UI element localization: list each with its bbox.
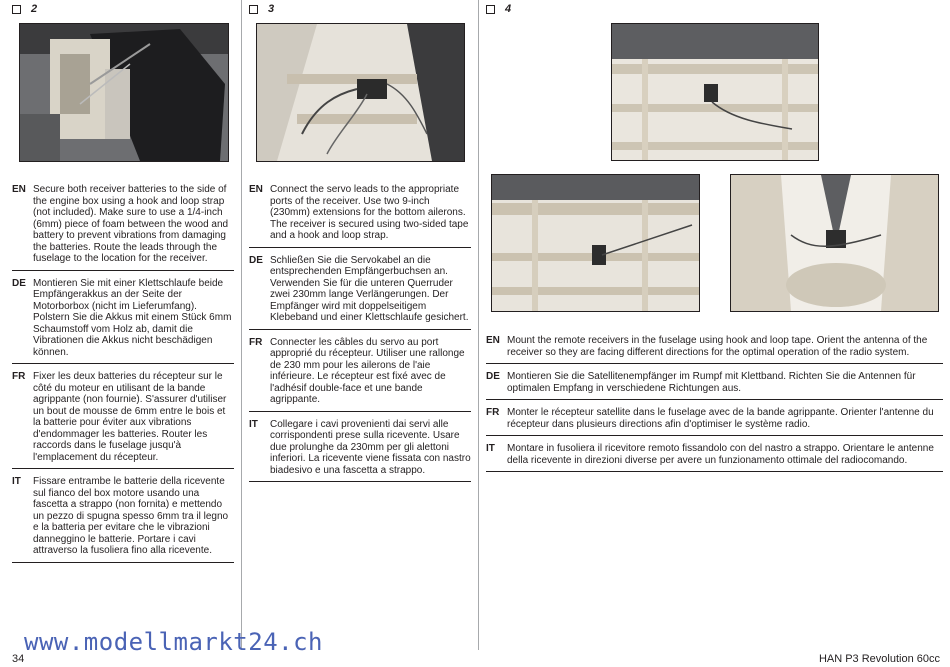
checkbox-icon [12,5,21,14]
step-heading [12,3,37,15]
instruction-text: Secure both receiver batteries to the side of the engine box using a hook and loop strap (not included). Make sure to use a 1/4-inch (6mm) piece of foam between the wood and battery to prevent vibrations from damaging the batteries. Route the leads through the fuselage to the location for the receiver. [33,184,229,264]
instruction-text: Montare in fusoliera il ricevitore remoto fissandolo con del nastro a strappo. Orientare le antenne della ricevente in direzioni diverse per avere un funzionamento ottimale del radiocomando. [507,443,934,466]
instruction-text: Monter le récepteur satellite dans le fuselage avec de la bande agrippante. Orienter l'antenne du récepteur dans plusieurs directions afin d'optimiser le système radio. [507,407,934,430]
step-number: 2 [31,3,38,15]
step-photo-satellite-top [611,23,819,161]
step-photo-satellite-side [491,174,700,312]
instruction-text: Collegare i cavi provenienti dai servi alle corrispondenti prese sulla ricevente. Usare due prolunghe da 230mm per gli alettoni inferiori. La ricevente viene fissata con nastro biadesivo e una fascetta a strappo. [270,418,471,476]
lang-code: FR [486,407,500,418]
column-divider [241,0,242,650]
step-photo-fuselage-interior [730,174,939,312]
lang-code: EN [249,184,263,195]
instruction-text: Schließen Sie die Servokabel an die entsprechenden Empfängerbuchsen an. Verwenden Sie für die unteren Querruder zwei 230mm lange Verlängerungen. Der Empfänger wird mit doppelseitigem Klebeband und einer Klettschlaufe gesichert. [270,254,469,323]
lang-code: FR [12,371,26,382]
column-divider [478,0,479,650]
step-text-column [12,181,234,567]
lang-block-en [486,332,943,364]
step-heading [486,3,511,15]
checkbox-icon [249,5,258,14]
instruction-text: Montieren Sie die Satellitenempfänger im Rumpf mit Klettband. Richten Sie die Antennen für optimalen Empfang in verschiedene Richtungen aus. [507,371,916,394]
instruction-text: Connect the servo leads to the appropriate ports of the receiver. Use two 9-inch (230mm) extensions for the bottom ailerons. The receiver is secured using two-sided tape and a hook and loop strap. [270,184,469,241]
lang-block-fr [486,404,943,436]
step-photo-receiver [256,23,465,162]
page-number: 34 [12,653,25,665]
step-text-column [249,181,471,486]
instruction-text: Fissare entrambe le batterie della ricevente sul fianco del box motore usando una fascetta a strappo (non fornita) e mettendo un pezzo di spugna spesso 6mm tra il legno e la batteria per evitare che le vibrazioni danneggino le batterie. Portare i cavi attraverso la fusoliera fino alla ricevente. [33,476,229,556]
step-heading [249,3,274,15]
lang-code: EN [486,335,500,346]
lang-code: IT [249,418,258,430]
watermark-url: www.modellmarkt24.ch [24,628,323,656]
lang-code: EN [12,184,26,195]
lang-block-fr [249,334,471,412]
lang-block-de [12,275,234,365]
step-photo-engine-box [19,23,229,162]
lang-block-it [249,416,471,483]
lang-code: DE [249,254,263,266]
lang-block-en [12,181,234,271]
manual-title: HAN P3 Revolution 60cc [818,653,940,665]
checkbox-icon [486,5,495,14]
step-number: 4 [505,3,512,15]
lang-block-it [486,440,943,472]
instruction-text: Connecter les câbles du servo au port approprié du récepteur. Utiliser une rallonge de 230 mm pour les ailerons de l'aie inférieure. Le récepteur est fixé avec de l'adhésif double-face et une bande agrippante. [270,336,465,405]
lang-block-de [486,368,943,400]
instruction-text: Montieren Sie mit einer Klettschlaufe beide Empfängerakkus an der Seite der Motorborbox (nicht im Lieferumfang). Polstern Sie die Akkus mit einem Stück 6mm Schaumstoff vom Holz ab, damit die Vibrationen die Akkus nicht beschädigen können. [33,277,232,358]
instruction-text: Mount the remote receivers in the fuselage using hook and loop tape. Orient the antenna of the receiver so they are facing different directions for the optimal operation of the radio system. [507,335,928,358]
lang-block-de [249,252,471,330]
lang-code: FR [249,336,263,348]
lang-block-it [12,473,234,563]
lang-code: DE [486,371,500,382]
lang-code: DE [12,277,26,289]
step-number: 3 [268,3,275,15]
lang-block-en [249,181,471,248]
lang-code: IT [486,443,495,454]
lang-block-fr [12,368,234,469]
lang-code: IT [12,476,21,487]
instruction-text: Fixer les deux batteries du récepteur sur le côté du moteur en utilisant de la bande agrippante (non fournie). S'assurer d'utiliser un bout de mousse de 6mm entre le bois et la batterie pour éviter aux vibrations d'endommager les batteries. Router les raccords dans le fuselage jusqu'à l'emplacement du récepteur. [33,371,227,463]
step-text-column [486,332,943,476]
